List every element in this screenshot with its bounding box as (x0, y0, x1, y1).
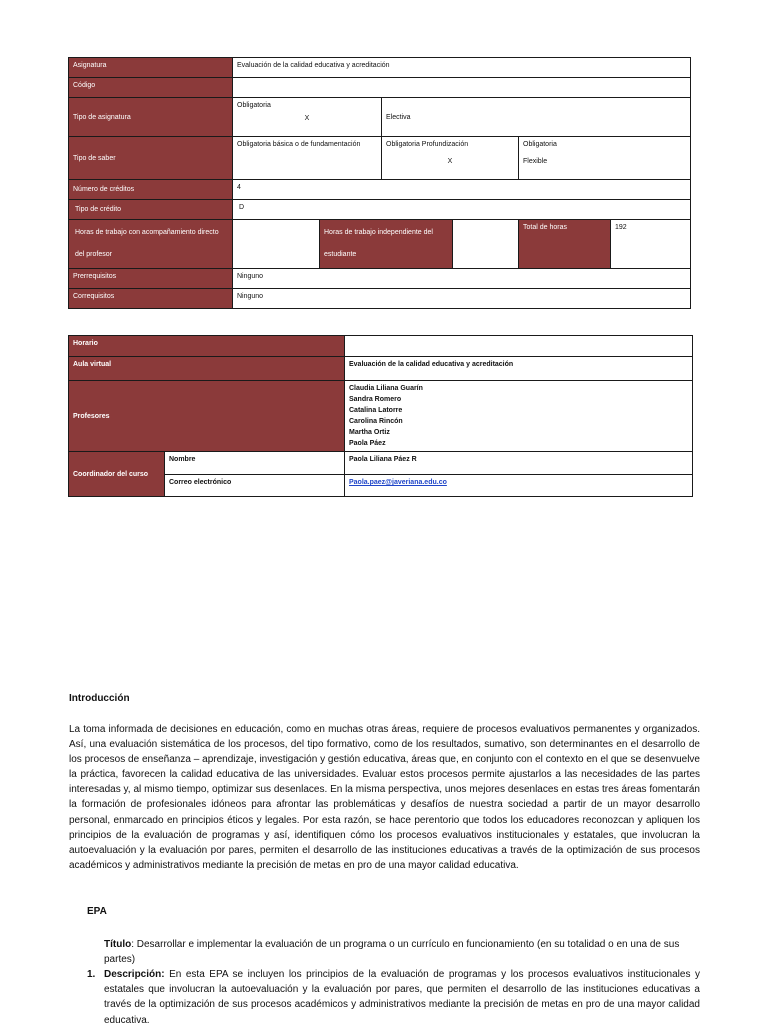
correquisitos-value: Ninguno (233, 289, 691, 309)
flexible-label: Flexible (523, 158, 548, 165)
nombre-label: Nombre (165, 452, 345, 475)
horas-independiente-value (453, 220, 519, 269)
profesores-list (345, 381, 693, 452)
profesor-item: Catalina Latorre (349, 407, 403, 414)
obligatoria-flexible-cell (519, 137, 691, 180)
obligatoria-profundizacion-cell (382, 137, 519, 180)
profesores-label: Profesores (69, 381, 345, 452)
total-horas-value: 192 (611, 220, 691, 269)
obligatoria-flexible-label: Obligatoria (523, 141, 557, 148)
prerrequisitos-label: Prerrequisitos (69, 269, 233, 289)
numero-creditos-value: 4 (233, 180, 691, 200)
horas-acompanamiento-label: Horas de trabajo con acompañamiento directo del profesor (69, 220, 233, 269)
intro-heading: Introducción (69, 693, 130, 704)
numero-creditos-label: Número de créditos (69, 180, 233, 200)
tipo-saber-label: Tipo de saber (69, 137, 233, 180)
asignatura-label: Asignatura (69, 58, 233, 78)
horario-label: Horario (69, 336, 345, 357)
epa-item-number: 1. (87, 969, 96, 980)
obligatoria-cell (233, 98, 382, 137)
coordinador-label: Coordinador del curso (69, 452, 165, 497)
nombre-value: Paola Liliana Páez R (345, 452, 693, 475)
intro-paragraph: La toma informada de decisiones en educación, como en muchas otras áreas, requiere de procesos evaluativos permanentes y organizados. Así, una evaluación sistemática de los procesos, del tipo formativo, como de los resultados, sumativo, son determinantes en el desarrollo de los procesos de enseñanza – aprendizaje, investigación y gestión educativa, áreas que, en conjunto con el contexto en el que se desenvuelve la práctica, favorecen la calidad educativa de las universidades. Evaluar estos procesos permite ajustarlos a las necesidades de las partes interesadas y, al mismo tiempo, optimizar sus desenlaces. En la misma perspectiva, unos mejores desenlaces en estas tres áreas fomentarán la formación de profesionales idóneos para afrontar las problemáticas y desafíos de nuestra sociedad a partir de un mayor desarrollo personal, enmarcado en principios éticos y legales. Por esta razón, se hace perentorio que todos los educadores reconozcan y apliquen los principios de la evaluación de programas y así, identifiquen cómo los procesos evaluativos institucionales y estatales, que involucran la autoevaluación y la evaluación por pares, permiten el desarrollo de las instituciones educativas a través de la optimización de sus procesos académicos y administrativos mediante la precisión de metas en pro de una mayor calidad educativa. (69, 724, 700, 871)
electiva-label: Electiva (382, 98, 691, 137)
profesor-item: Paola Páez (349, 440, 386, 447)
asignatura-value: Evaluación de la calidad educativa y acreditación (233, 58, 691, 78)
obligatoria-label: Obligatoria (237, 102, 271, 109)
obligatoria-basica-label: Obligatoria básica o de fundamentación (233, 137, 382, 180)
epa-descripcion (104, 967, 700, 1028)
course-staff-table (68, 335, 693, 497)
aula-virtual-label: Aula virtual (69, 357, 345, 381)
epa-descripcion-label: Descripción: (104, 969, 165, 980)
epa-descripcion-text: En esta EPA se incluyen los principios de la evaluación de programas y los procesos evaluativos institucionales y estatales que involucran la autoevaluación y la evaluación por pares, que permiten el desarrollo de las instituciones educativas a través de la optimización de sus procesos académicos y administrativos mediante la precisión de metas en pro de una mayor calidad educativa. (104, 969, 700, 1026)
tipo-credito-label: Tipo de crédito (69, 200, 233, 220)
epa-heading: EPA (87, 906, 107, 917)
aula-virtual-value: Evaluación de la calidad educativa y acreditación (345, 357, 693, 381)
correo-label: Correo electrónico (165, 475, 345, 497)
correquisitos-label: Correquisitos (69, 289, 233, 309)
epa-titulo (104, 937, 700, 967)
profundizacion-mark: X (447, 158, 453, 165)
tipo-asignatura-label: Tipo de asignatura (69, 98, 233, 137)
obligatoria-mark: X (304, 115, 310, 122)
epa-titulo-label: Título (104, 939, 132, 950)
tipo-credito-value: D (233, 200, 691, 220)
profesor-item: Martha Ortiz (349, 429, 390, 436)
horas-independiente-label: Horas de trabajo independiente del estudiante (320, 220, 453, 269)
profesor-item: Claudia Liliana Guarín (349, 385, 423, 392)
epa-list-item (87, 967, 700, 1028)
course-info-table (68, 57, 691, 309)
codigo-label: Código (69, 78, 233, 98)
obligatoria-profundizacion-label: Obligatoria Profundización (386, 141, 469, 148)
correo-link[interactable]: Paola.paez@javeriana.edu.co (349, 479, 447, 486)
horas-acompanamiento-value (233, 220, 320, 269)
profesor-item: Sandra Romero (349, 396, 402, 403)
total-horas-label: Total de horas (519, 220, 611, 269)
horario-value (345, 336, 693, 357)
correo-cell (345, 475, 693, 497)
codigo-value (233, 78, 691, 98)
profesor-item: Carolina Rincón (349, 418, 403, 425)
epa-titulo-text: : Desarrollar e implementar la evaluación de un programa o un currículo en funcionamiento (en su totalidad o en una de sus partes) (104, 939, 680, 965)
prerrequisitos-value: Ninguno (233, 269, 691, 289)
